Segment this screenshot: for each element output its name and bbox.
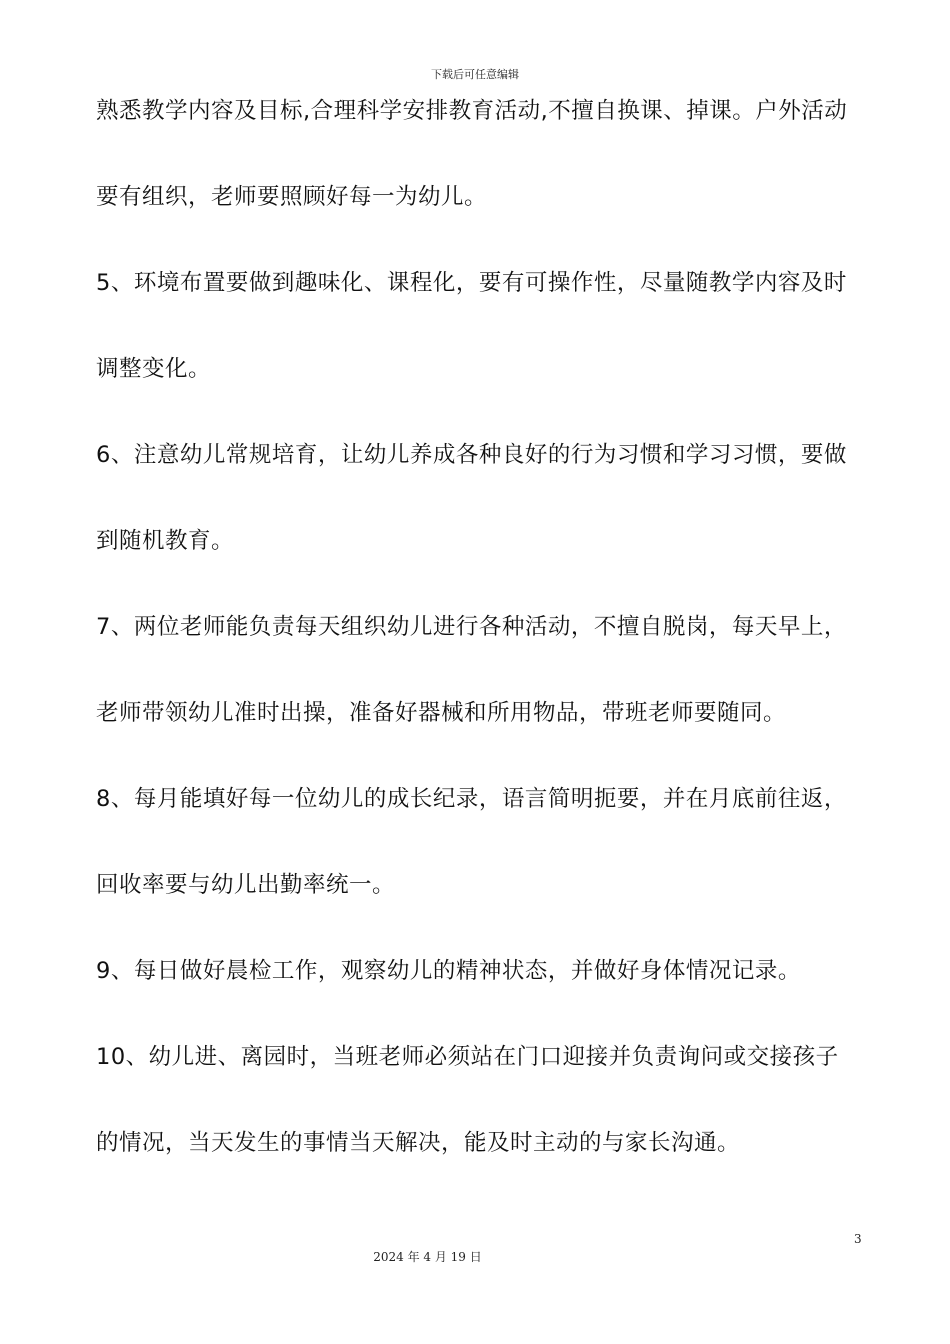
body-line: 要有组织，老师要照顾好每一为幼儿。 (96, 184, 488, 210)
body-line: 10、幼儿进、离园时，当班老师必须站在门口迎接并负责询问或交接孩子 (96, 1044, 839, 1070)
page-number: 3 (854, 1232, 862, 1246)
header-note: 下载后可任意编辑 (431, 68, 519, 81)
body-line: 5、环境布置要做到趣味化、课程化，要有可操作性，尽量随教学内容及时 (96, 270, 847, 296)
body-line: 老师带领幼儿准时出操，准备好器械和所用物品，带班老师要随同。 (96, 700, 787, 726)
body-line: 回收率要与幼儿出勤率统一。 (96, 872, 396, 898)
body-line: 9、每日做好晨检工作，观察幼儿的精神状态，并做好身体情况记录。 (96, 958, 801, 984)
footer-date: 2024 年 4 月 19 日 (373, 1250, 482, 1264)
body-line: 的情况，当天发生的事情当天解决，能及时主动的与家长沟通。 (96, 1130, 741, 1156)
body-line: 7、两位老师能负责每天组织幼儿进行各种活动，不擅自脱岗，每天早上， (96, 614, 847, 640)
body-line: 调整变化。 (96, 356, 212, 382)
body-line: 到随机教育。 (96, 528, 235, 554)
document-body (96, 88, 856, 1206)
body-line: 熟悉教学内容及目标,合理科学安排教育活动,不擅自换课、掉课。户外活动 (96, 98, 848, 124)
body-line: 8、每月能填好每一位幼儿的成长纪录，语言简明扼要，并在月底前往返， (96, 786, 847, 812)
body-line: 6、注意幼儿常规培育，让幼儿养成各种良好的行为习惯和学习习惯，要做 (96, 442, 847, 468)
